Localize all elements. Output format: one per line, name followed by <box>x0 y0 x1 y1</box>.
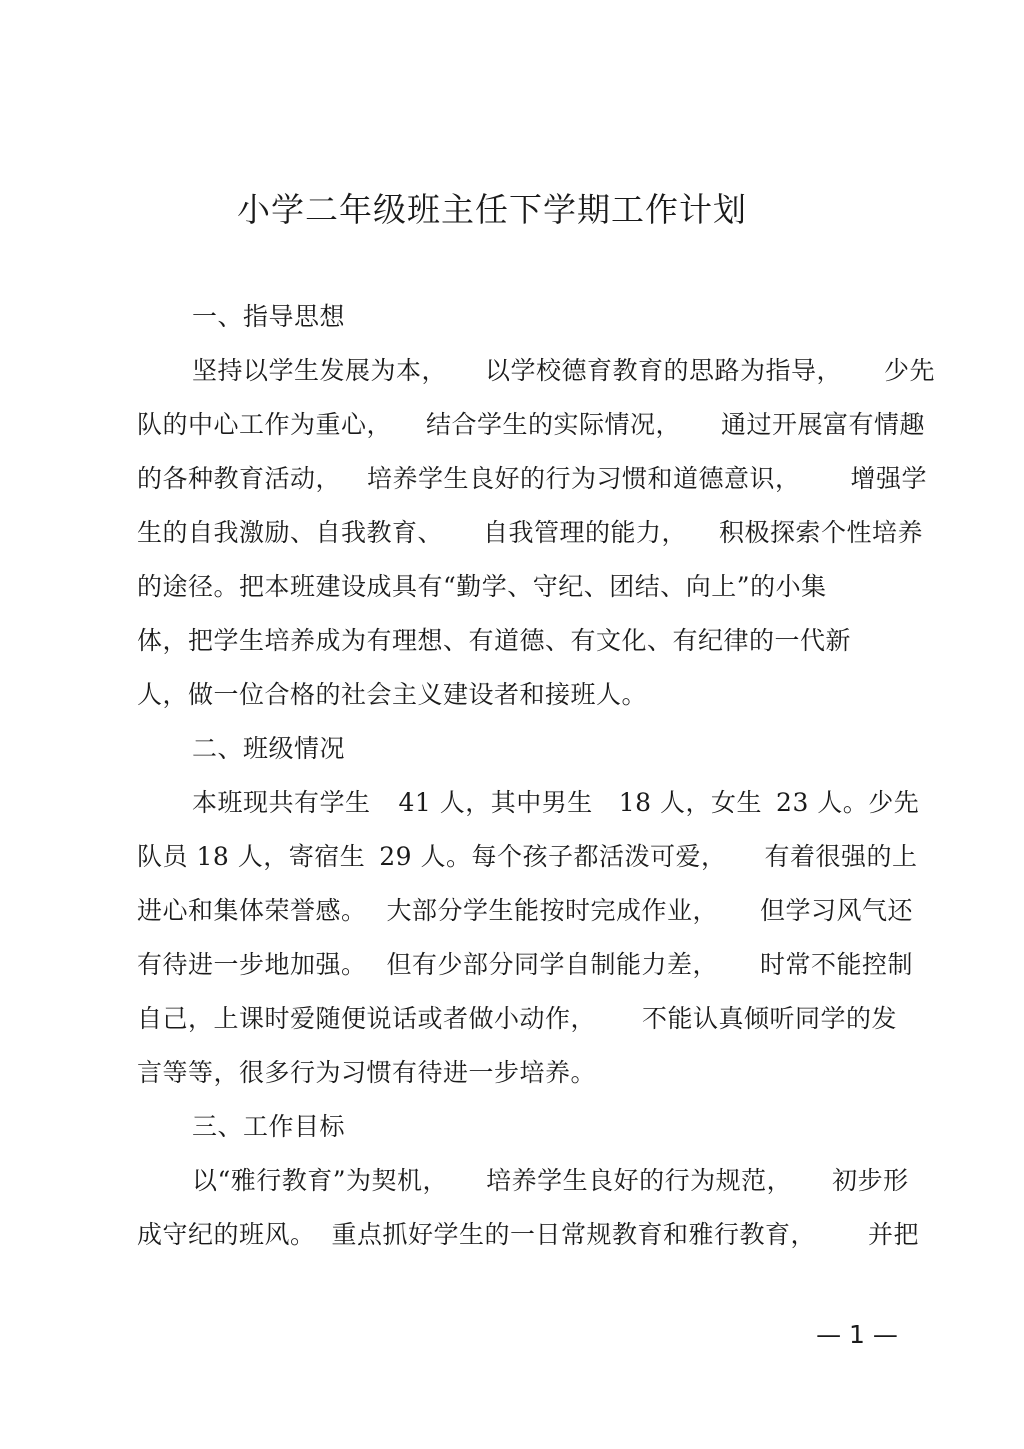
text-segment: 积极探索个性培养 <box>719 518 924 547</box>
paragraph-line <box>137 840 918 874</box>
text-segment: 初步形 <box>832 1166 909 1195</box>
text-segment: 队员 18 人，寄宿生 <box>137 842 366 871</box>
text-segment: 23 人。少先 <box>776 788 920 817</box>
text-segment: 以学校德育教育的思路为指导， <box>485 356 843 385</box>
text-segment: 时常不能控制 <box>760 950 914 979</box>
text-segment: 有着很强的上 <box>764 842 918 871</box>
text-segment: 41 人，其中男生 <box>398 788 593 817</box>
paragraph-line <box>192 354 935 388</box>
text-segment: 队的中心工作为重心， <box>137 410 393 439</box>
text-segment: 大部分学生能按时完成作业， <box>386 896 719 925</box>
paragraph-line <box>192 1164 909 1198</box>
paragraph-line <box>137 462 927 496</box>
page-number: — 1 — <box>816 1320 898 1349</box>
paragraph-line: 人，做一位合格的社会主义建设者和接班人。 <box>137 680 648 709</box>
text-segment: 生的自我激励、自我教育、 <box>137 518 444 547</box>
text-segment: 通过开展富有情趣 <box>721 410 926 439</box>
paragraph-line: 言等等，很多行为习惯有待进一步培养。 <box>137 1058 597 1087</box>
text-segment: 18 人，女生 <box>618 788 763 817</box>
text-segment: 培养学生良好的行为习惯和道德意识， <box>367 464 801 493</box>
text-segment: 自己，上课时爱随便说话或者做小动作， <box>137 1004 597 1033</box>
text-segment: 但有少部分同学自制能力差， <box>386 950 719 979</box>
paragraph-line: 体，把学生培养成为有理想、有道德、有文化、有纪律的一代新 <box>137 626 852 655</box>
paragraph-line <box>137 516 923 550</box>
text-segment: 坚持以学生发展为本， <box>192 356 448 385</box>
text-segment: 进心和集体荣誉感。 <box>137 896 367 925</box>
text-segment: 29 人。每个孩子都活泼可爱， <box>379 842 727 871</box>
text-segment: 有待进一步地加强。 <box>137 950 367 979</box>
text-segment: 少先 <box>884 356 936 385</box>
paragraph-line <box>192 786 919 820</box>
text-segment: 但学习风气还 <box>760 896 914 925</box>
text-segment: 自我管理的能力， <box>483 518 688 547</box>
text-segment: 结合学生的实际情况， <box>426 410 682 439</box>
text-segment: 不能认真倾听同学的发 <box>642 1004 898 1033</box>
paragraph-line <box>137 894 913 928</box>
paragraph-line <box>137 1218 919 1252</box>
text-segment: 的各种教育活动， <box>137 464 342 493</box>
text-segment: 成守纪的班风。 <box>137 1220 316 1249</box>
paragraph-line <box>137 1002 897 1036</box>
text-segment: 重点抓好学生的一日常规教育和雅行教育， <box>331 1220 817 1249</box>
paragraph-line: 的途径。把本班建设成具有“勤学、守纪、团结、向上”的小集 <box>137 572 827 601</box>
section-heading-work-goals: 三、工作目标 <box>192 1112 346 1141</box>
text-segment: 本班现共有学生 <box>192 788 371 817</box>
paragraph-line <box>137 948 913 982</box>
section-heading-class-situation: 二、班级情况 <box>192 734 346 763</box>
section-heading-guiding-thought: 一、指导思想 <box>192 302 346 331</box>
text-segment: 以“雅行教育”为契机， <box>192 1166 449 1195</box>
text-segment: 培养学生良好的行为规范， <box>486 1166 793 1195</box>
text-segment: 增强学 <box>850 464 928 493</box>
document-title: 小学二年级班主任下学期工作计划 <box>237 190 747 229</box>
paragraph-line <box>137 408 925 442</box>
text-segment: 并把 <box>868 1220 920 1249</box>
